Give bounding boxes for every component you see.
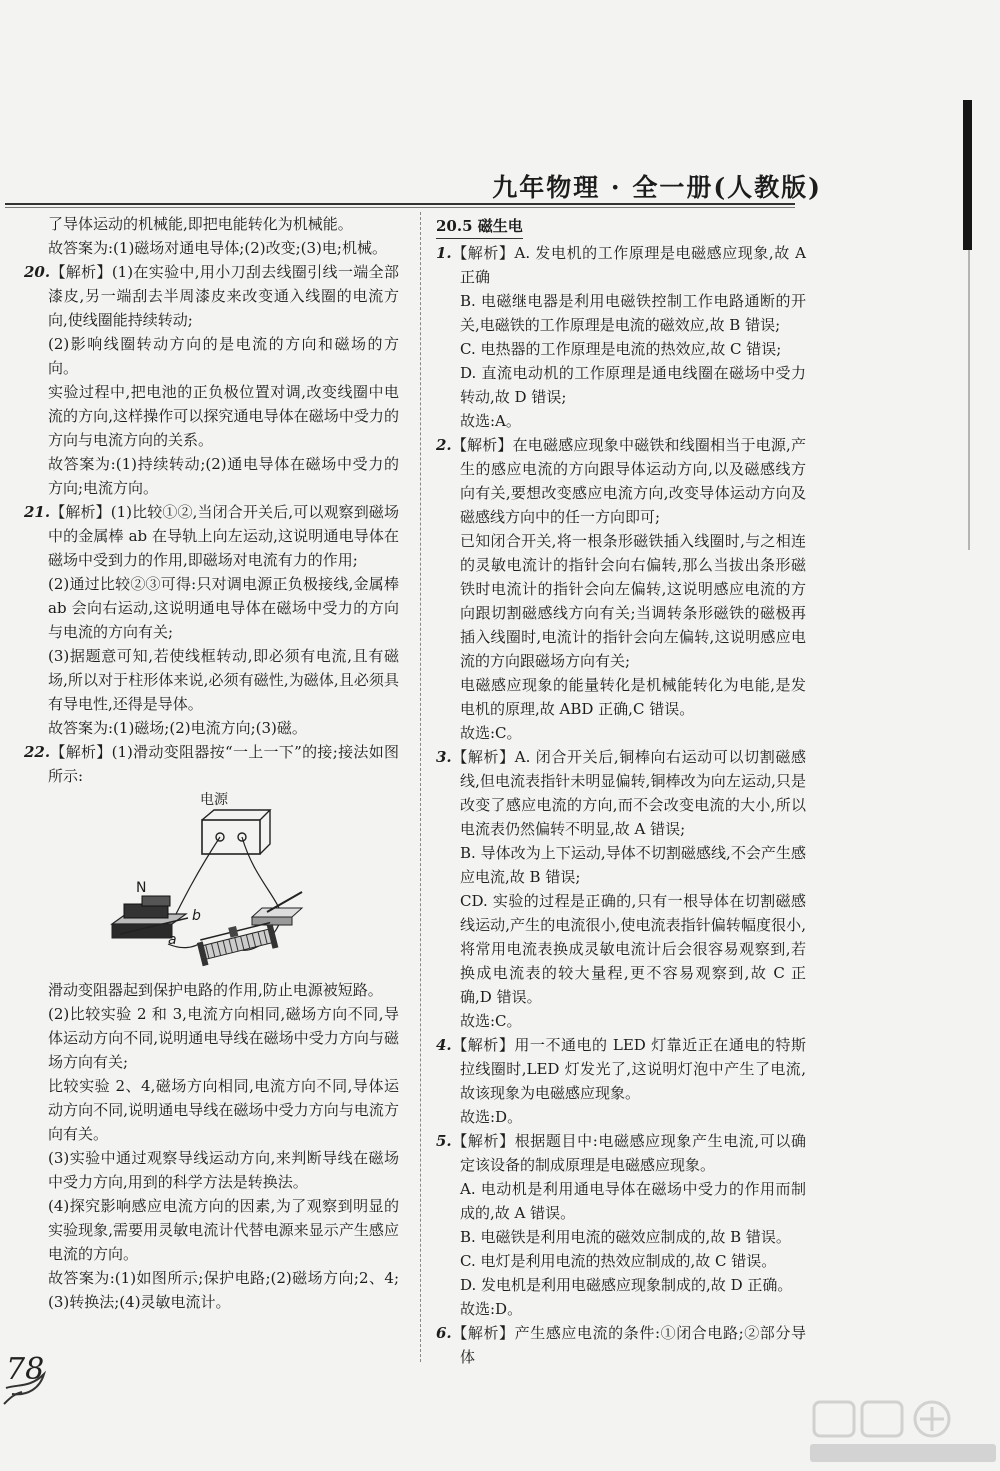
left-column <box>24 212 399 1314</box>
analysis-text: A. 电动机是利用通电导体在磁场中受力的作用而制成的,故 A 错误。 <box>460 1180 806 1222</box>
paragraph: 了导体运动的机械能,即把电能转化为机械能。 <box>48 215 353 233</box>
page-number: 78 <box>6 1352 45 1387</box>
analysis-text: 【解析】用一不通电的 LED 灯靠近正在通电的特斯拉线圈时,LED 灯发光了,这说明灯泡中产生了电流,故该现象为电磁感应现象。 <box>451 1036 806 1102</box>
question-number: 20. <box>24 263 51 281</box>
question-20 <box>24 260 399 500</box>
page-header-title: 九年物理 · 全一册(人教版) <box>492 173 822 202</box>
question-number: 1. <box>436 244 452 262</box>
b-label: b <box>192 908 201 924</box>
analysis-text: (2)比较实验 2 和 3,电流方向相同,磁场方向不同,导体运动方向不同,说明通电导线在磁场中受力方向与磁场方向有关; <box>48 1005 399 1071</box>
analysis-text: (4)探究影响感应电流方向的因素,为了观察到明显的实验现象,需要用灵敏电流计代替电源来显示产生感应电流的方向。 <box>48 1197 399 1263</box>
analysis-text: CD. 实验的过程是正确的,只有一根导体在切割磁感线运动,产生的电流很小,使电流表指针偏转幅度很小,将常用电流表换成灵敏电流计后会很容易观察到,若换成电流表的较大量程,更不容易观察到,故 C 正确,D 错误。 <box>460 892 806 1006</box>
analysis-text: C. 电灯是利用电流的热效应制成的,故 C 错误。 <box>460 1252 777 1270</box>
analysis-text: D. 发电机是利用电磁感应现象制成的,故 D 正确。 <box>460 1276 793 1294</box>
analysis-text: B. 电磁继电器是利用电磁铁控制工作电路通断的开关,电磁铁的工作原理是电流的磁效应,故 B 错误; <box>460 292 806 334</box>
analysis-text: 【解析】在电磁感应现象中磁铁和线圈相当于电源,产生的感应电流的方向跟导体运动方向,以及磁感线方向有关,要想改变感应电流方向,改变导体运动方向及磁感线方向中的任一方向即可; <box>451 436 806 526</box>
watermark-logo <box>808 1396 998 1466</box>
answer-line: 故选:C。 <box>460 1012 522 1030</box>
analysis-text: 【解析】A. 发电机的工作原理是电磁感应现象,故 A 正确 <box>451 244 806 286</box>
answer-line: 故答案为:(1)持续转动;(2)通电导体在磁场中受力的方向;电流方向。 <box>48 455 399 497</box>
question-number: 3. <box>436 748 452 766</box>
answer-line: 故选:D。 <box>460 1108 523 1126</box>
question-22 <box>24 740 399 1314</box>
analysis-text: C. 电热器的工作原理是电流的热效应,故 C 错误; <box>460 340 782 358</box>
question-4 <box>436 1033 806 1129</box>
analysis-text: 【解析】产生感应电流的条件:①闭合电路;②部分导体 <box>451 1324 806 1366</box>
header-rule-thin <box>5 207 795 208</box>
analysis-text: (2)通过比较②③可得:只对调电源正负极接线,金属棒 ab 会向右运动,这说明通电导体在磁场中受力的方向与电流的方向有关; <box>48 575 399 641</box>
question-number: 6. <box>436 1324 452 1342</box>
answer-line: 故选:C。 <box>460 724 522 742</box>
power-supply-box <box>202 820 260 854</box>
power-label: 电源 <box>200 792 228 808</box>
answer-line: 故选:A。 <box>460 412 521 430</box>
a-label: a <box>168 932 177 948</box>
n-pole-label: N <box>136 880 147 896</box>
question-5 <box>436 1129 806 1321</box>
section-title: 20.5 磁生电 <box>436 214 523 239</box>
analysis-text: 比较实验 2、4,磁场方向相同,电流方向不同,导体运动方向不同,说明通电导线在磁场中受力方向与电流方向有关。 <box>48 1077 399 1143</box>
question-number: 4. <box>436 1036 452 1054</box>
answer-line: 故答案为:(1)磁场;(2)电流方向;(3)磁。 <box>48 719 307 737</box>
binding-edge <box>963 100 972 250</box>
analysis-text: B. 电磁铁是利用电流的磁效应制成的,故 B 错误。 <box>460 1228 791 1246</box>
answer-line: 故答案为:(1)如图所示;保护电路;(2)磁场方向;2、4;(3)转换法;(4)灵敏电流计。 <box>48 1269 399 1311</box>
question-1 <box>436 241 806 433</box>
analysis-text: 【解析】A. 闭合开关后,铜棒向右运动可以切割磁感线,但电流表指针未明显偏转,铜棒改为向左运动,只是改变了感应电流的方向,而不会改变电流的大小,所以电流表仍然偏转不明显,故 A 错误; <box>451 748 806 838</box>
binding-line <box>968 250 970 550</box>
question-number: 2. <box>436 436 452 454</box>
analysis-text: 电磁感应现象的能量转化是机械能转化为电能,是发电机的原理,故 ABD 正确,C 错误。 <box>460 676 806 718</box>
analysis-text: (3)实验中通过观察导线运动方向,来判断导线在磁场中受力方向,用到的科学方法是转换法。 <box>48 1149 399 1191</box>
analysis-text: (2)影响线圈转动方向的是电流的方向和磁场的方向。 <box>48 335 399 377</box>
question-number: 21. <box>24 503 51 521</box>
header-rule <box>5 203 795 205</box>
right-column <box>436 214 806 1369</box>
circuit-figure <box>24 792 399 972</box>
answer-line: 故答案为:(1)磁场对通电导体;(2)改变;(3)电;机械。 <box>48 239 387 257</box>
analysis-text: 已知闭合开关,将一根条形磁铁插入线圈时,与之相连的灵敏电流计的指针会向右偏转,那么当拔出条形磁铁时电流计的指针会向左偏转,这说明感应电流的方向跟切割磁感线方向有关;当调转条形磁铁的磁极再插入线圈时,电流计的指针会向左偏转,这说明感应电流的方向跟磁场方向有关; <box>460 532 806 670</box>
analysis-text: 【解析】根据题目中:电磁感应现象产生电流,可以确定该设备的制成原理是电磁感应现象。 <box>451 1132 806 1174</box>
analysis-text: 滑动变阻器起到保护电路的作用,防止电源被短路。 <box>48 981 383 999</box>
answer-line: 故选:D。 <box>460 1300 523 1318</box>
analysis-text: 实验过程中,把电池的正负极位置对调,改变线圈中电流的方向,这样操作可以探究通电导体在磁场中受力的方向与电流方向的关系。 <box>48 383 399 449</box>
question-6 <box>436 1321 806 1369</box>
question-3 <box>436 745 806 1033</box>
question-2 <box>436 433 806 745</box>
analysis-text: D. 直流电动机的工作原理是通电线圈在磁场中受力转动,故 D 错误; <box>460 364 806 406</box>
analysis-text: B. 导体改为上下运动,导体不切割磁感线,不会产生感应电流,故 B 错误; <box>460 844 806 886</box>
analysis-text: 【解析】(1)比较①②,当闭合开关后,可以观察到磁场中的金属棒 ab 在导轨上向左运动,这说明通电导体在磁场中受到力的作用,即磁场对电流有力的作用; <box>48 503 399 569</box>
analysis-text: (3)据题意可知,若使线框转动,即必须有电流,且有磁场,所以对于柱形体来说,必须有磁性,为磁体,且必须具有导电性,还得是导体。 <box>48 647 399 713</box>
column-divider <box>420 212 422 1362</box>
question-21 <box>24 500 399 740</box>
analysis-text: 【解析】(1)滑动变阻器按“一上一下”的接;接法如图所示: <box>48 743 399 785</box>
question-number: 22. <box>24 743 51 761</box>
analysis-text: 【解析】(1)在实验中,用小刀刮去线圈引线一端全部漆皮,另一端刮去半周漆皮来改变通入线圈的电流方向,使线圈能持续转动; <box>48 263 399 329</box>
question-number: 5. <box>436 1132 452 1150</box>
